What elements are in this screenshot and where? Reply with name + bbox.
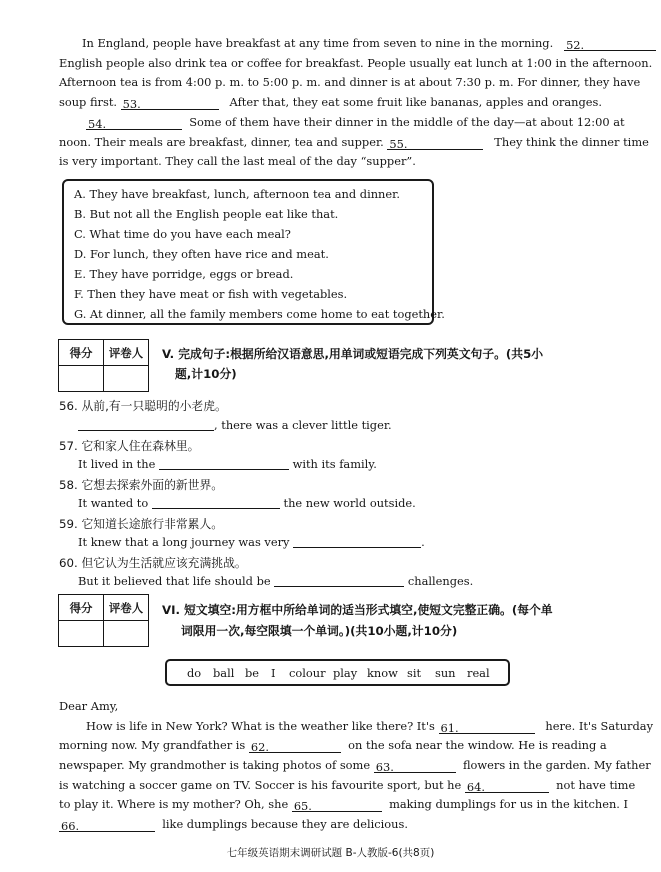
word-know: know [367, 666, 398, 680]
blank-61[interactable]: 61. [439, 721, 535, 734]
blank-62[interactable]: 62. [249, 740, 341, 753]
option-g: G. At dinner, all the family members come home to eat together. [74, 307, 445, 321]
word-real: real [467, 666, 490, 680]
score-table-section5 [58, 339, 149, 392]
word-be: be [245, 666, 260, 680]
options-box [62, 179, 445, 325]
word-play: play [333, 666, 358, 680]
option-e: E. They have porridge, eggs or bread. [74, 267, 294, 281]
word-sit: sit [407, 666, 422, 680]
blank-59[interactable] [293, 535, 421, 548]
section5-title-line2: 题,计10分) [175, 367, 237, 381]
blank-58[interactable] [152, 496, 280, 509]
q56-chinese: 56. 从前,有一只聪明的小老虎。 [59, 399, 227, 413]
letter-line5: to play it. Where is my mother? Oh, she 65. making dumplings for us in the kitchen. I [59, 797, 629, 813]
grader-header: 评卷人 [104, 340, 149, 366]
q59-english: It knew that a long journey was very . [78, 535, 425, 549]
grader-cell[interactable] [104, 621, 149, 647]
q56-english: , there was a clever little tiger. [78, 418, 392, 432]
q59-chinese: 59. 它知道长途旅行非常累人。 [59, 517, 224, 531]
blank-53[interactable]: 53. [121, 97, 219, 110]
blank-56[interactable] [78, 418, 214, 431]
letter-line6: 66. like dumplings because they are delicious. [61, 817, 408, 833]
passage1-line6: noon. Their meals are breakfast, dinner, tea and supper. 55. They think the dinner time [59, 135, 649, 151]
q58-chinese: 58. 它想去探索外面的新世界。 [59, 478, 224, 492]
word-sun: sun [435, 666, 456, 680]
section6-title-line2: 词限用一次,每空限填一个单词。)(共10小题,计10分) [181, 624, 458, 638]
passage1-line7: is very important. They call the last meal of the day “supper”. [59, 154, 416, 168]
option-b: B. But not all the English people eat like that. [74, 207, 339, 221]
option-d: D. For lunch, they often have rice and meat. [74, 247, 329, 261]
score-header: 得分 [59, 340, 104, 366]
score-cell[interactable] [59, 621, 104, 647]
blank-64[interactable]: 64. [465, 780, 549, 793]
passage1-line2: English people also drink tea or coffee for breakfast. People usually eat lunch at 1:00 in the afternoon. [59, 56, 653, 70]
passage1-line5: 54. Some of them have their dinner in the middle of the day—at about 12:00 at [88, 115, 625, 131]
blank-66[interactable]: 66. [59, 819, 155, 832]
option-f: F. Then they have meat or fish with vegetables. [74, 287, 348, 301]
blank-57[interactable] [159, 457, 289, 470]
word-i: I [271, 666, 276, 680]
page-footer: 七年级英语期末调研试题 B-人教版-6(共8页) [226, 847, 435, 859]
passage1-line4: soup first. 53. After that, they eat some fruit like bananas, apples and oranges. [59, 95, 603, 111]
score-header: 得分 [59, 595, 104, 621]
q60-english: But it believed that life should be challenges. [78, 574, 474, 588]
letter-line2: morning now. My grandfather is 62. on the sofa near the window. He is reading a [59, 738, 607, 754]
blank-55[interactable]: 55. [387, 137, 483, 150]
letter-line3: newspaper. My grandmother is taking photos of some 63. flowers in the garden. My father [59, 758, 651, 774]
blank-63[interactable]: 63. [374, 760, 456, 773]
score-table-section6 [58, 594, 149, 647]
score-cell[interactable] [59, 366, 104, 392]
q57-english: It lived in the with its family. [78, 457, 377, 471]
word-ball: ball [213, 666, 235, 680]
section6-title-line1: VI. 短文填空:用方框中所给单词的适当形式填空,使短文完整正确。(每个单 [162, 603, 553, 617]
letter-line4: is watching a soccer game on TV. Soccer is his favourite sport, but he 64. not have time [59, 778, 636, 794]
blank-54[interactable]: 54. [86, 117, 182, 130]
letter-line1: How is life in New York? What is the weather like there? It's 61. here. It's Saturday [86, 719, 654, 735]
letter-greeting: Dear Amy, [59, 699, 119, 713]
passage1-line3: Afternoon tea is from 4:00 p. m. to 5:00 p. m. and dinner is at about 7:30 p. m. For dinner, they have [59, 75, 641, 89]
grader-header: 评卷人 [104, 595, 149, 621]
blank-52[interactable]: 52. [564, 38, 656, 51]
word-do: do [187, 666, 202, 680]
option-c: C. What time do you have each meal? [74, 227, 291, 241]
blank-65[interactable]: 65. [292, 799, 382, 812]
blank-60[interactable] [274, 574, 404, 587]
option-a: A. They have breakfast, lunch, afternoon tea and dinner. [74, 187, 400, 201]
q60-chinese: 60. 但它认为生活就应该充满挑战。 [59, 556, 247, 570]
word-colour: colour [289, 666, 326, 680]
q58-english: It wanted to the new world outside. [78, 496, 416, 510]
word-bank-box [165, 659, 510, 686]
section5-title-line1: V. 完成句子:根据所给汉语意思,用单词或短语完成下列英文句子。(共5小 [162, 347, 544, 361]
q57-chinese: 57. 它和家人住在森林里。 [59, 439, 200, 453]
question-52 [557, 36, 656, 50]
passage1-line1: In England, people have breakfast at any time from seven to nine in the morning. 52. [82, 36, 656, 51]
grader-cell[interactable] [104, 366, 149, 392]
